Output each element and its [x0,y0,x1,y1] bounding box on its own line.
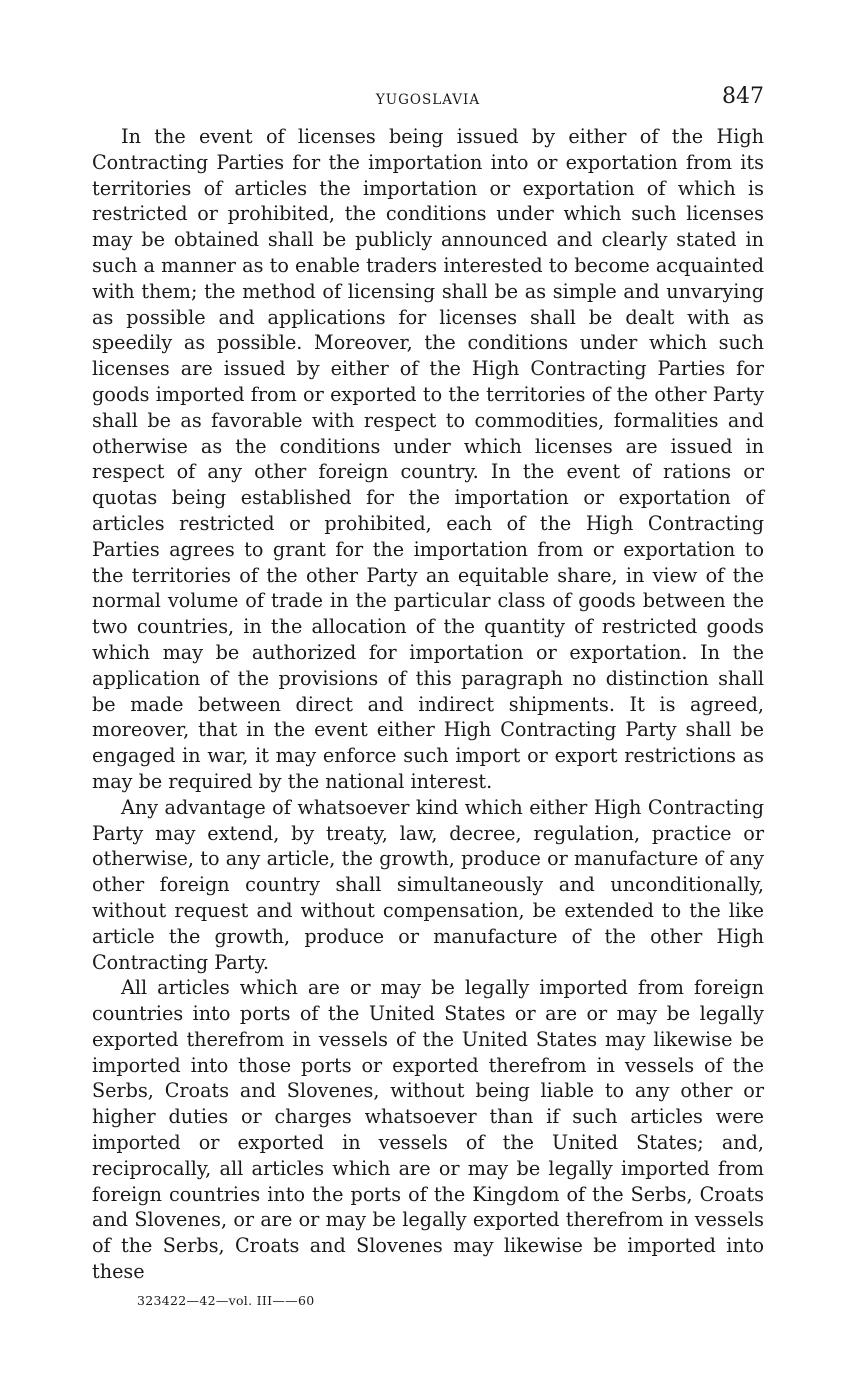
running-head: YUGOSLAVIA [375,92,481,108]
document-page [92,80,764,1308]
printer-signature-line: 323422—42—vol. III——60 [137,1292,315,1308]
page-number: 847 [722,84,764,109]
body-text [92,124,764,1285]
page-header [92,80,764,124]
paragraph-advantage: Any advantage of whatsoever kind which either High Contracting Party may extend, by treaty, law, decree, regulation, practice or otherwise, to any article, the growth, produce or manufacture of any other foreign country shall simultaneously and unconditionally, without request and without compensation, be extended to the like article the growth, produce or manufacture of the other High Contracting Party. [92,795,764,974]
paragraph-vessels: All articles which are or may be legally imported from foreign countries into ports of the United States or are or may be legally exported therefrom in vessels of the United States may likewise be imported into those ports or exported therefrom in vessels of the Serbs, Croats and Slovenes, without being liable to any other or higher duties or charges whatsoever than if such articles were imported or exported in vessels of the United States; and, reciprocally, all articles which are or may be legally imported from foreign countries into the ports of the Kingdom of the Serbs, Croats and Slovenes, or are or may be legally exported therefrom in vessels of the Serbs, Croats and Slovenes may likewise be imported into these [92,976,764,1284]
paragraph-licenses: In the event of licenses being issued by either of the High Contracting Parties for the importation into or exportation from its territories of articles the importation or exportation of which is restricted or prohibited, the conditions under which such licenses may be obtained shall be publicly announced and clearly stated in such a manner as to enable traders interested to become acquainted with them; the method of licensing shall be as simple and unvarying as possible and applications for licenses shall be dealt with as speedily as possible. Moreover, the conditions under which such licenses are issued by either of the High Contracting Parties for goods imported from or exported to the territories of the other Party shall be as favorable with respect to commodities, formalities and otherwise as the conditions under which licenses are issued in respect of any other foreign country. In the event of rations or quotas being established for the importation or exportation of articles restricted or prohibited, each of the High Contracting Parties agrees to grant for the importation from or exportation to the territories of the other Party an equitable share, in view of the normal volume of trade in the particular class of goods between the two countries, in the allocation of the quantity of restricted goods which may be authorized for importation or exportation. In the application of the provisions of this paragraph no distinction shall be made between direct and indirect shipments. It is agreed, moreover, that in the event either High Contracting Party shall be engaged in war, it may enforce such import or export restrictions as may be required by the national interest. [92,125,764,793]
